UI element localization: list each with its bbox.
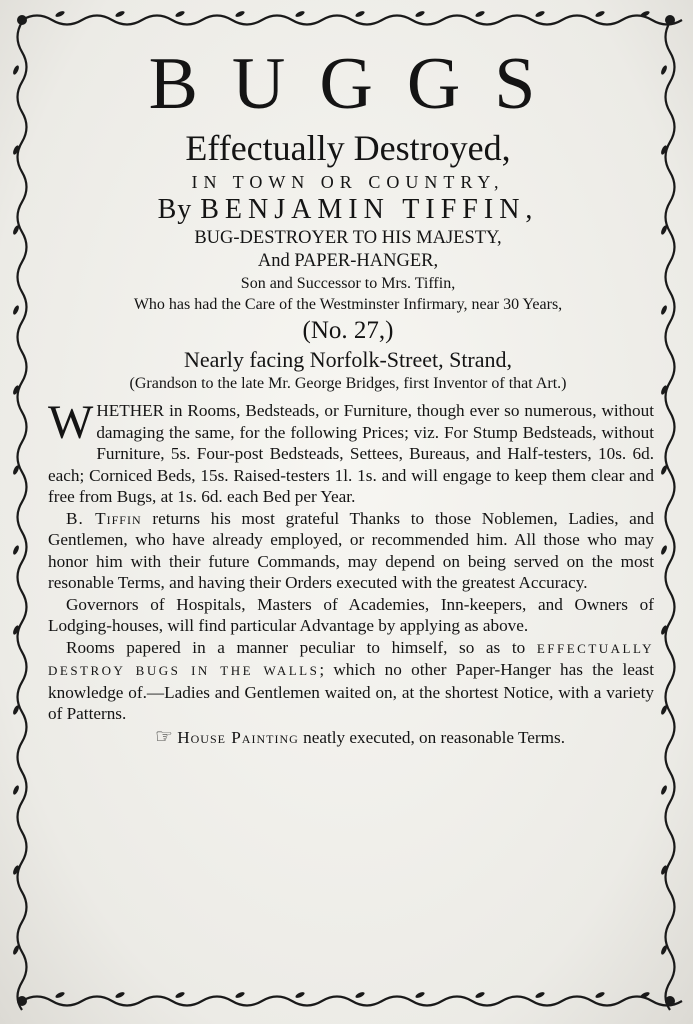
- thanks-text: returns his most grateful Thanks to those Noblemen, Ladies, and Gentlemen, who have already employed, or recommended him. All those who may honor him with their future Commands, may depend on being served on the most resonable Terms, and having their Orders executed with the greatest Accuracy.: [48, 508, 654, 592]
- body-text: [42, 396, 655, 748]
- drop-cap: W: [48, 396, 94, 449]
- governors-paragraph: Governors of Hospitals, Masters of Academies, Inn-keepers, and Owners of Lodging-houses, will find particular Advantage by applying as above.: [48, 594, 654, 635]
- trade-line: And PAPER-HANGER,: [257, 251, 439, 271]
- house-painting-lead: House Painting: [177, 727, 299, 747]
- location-line: IN TOWN OR COUNTRY,: [191, 172, 505, 192]
- papering-caps: EFFECTUALLY DESTROY BUGS IN THE WALLS: [48, 640, 655, 678]
- prices-paragraph: [48, 396, 654, 508]
- house-painting-text: neatly executed, on reasonable Terms.: [303, 727, 566, 747]
- thanks-lead: B. Tiffin: [66, 508, 142, 528]
- house-painting-line: [48, 727, 654, 749]
- successor-line: Son and Successor to Mrs. Tiffin,: [240, 275, 456, 292]
- headline-title: BUGGS: [148, 43, 570, 125]
- grandson-line: (Grandson to the late Mr. George Bridges, first Inventor of that Art.): [129, 375, 567, 392]
- street-number: (No. 27,): [302, 317, 394, 344]
- papering-end: ; which no other Paper-Hanger has the least knowledge of.—Ladies and Gentlemen waited on, at the shortest Notice, with a variety of Patterns.: [48, 660, 654, 723]
- papering-start: Rooms papered in a manner peculiar to himself, so as to: [66, 637, 526, 657]
- thanks-paragraph: [48, 508, 654, 594]
- author-line: [42, 194, 654, 226]
- papering-paragraph: [48, 637, 654, 725]
- advertisement-content: [42, 44, 654, 974]
- prices-text: HETHER in Rooms, Bedsteads, or Furniture, though ever so numerous, without damaging the same, for the following Prices; viz. For Stump Bedsteads, without Furniture, 5s. Four-post Bedsteads, Settees, Bureaus, and Half-testers, 10s. 6d. each; Corniced Beds, 15s. Raised-testers 1l. 1s. and will engage to keep them clear and free from Bugs, at 1s. 6d. each Bed per Year.: [48, 401, 654, 506]
- by-prefix: By: [157, 194, 193, 225]
- infirmary-line: Who has had the Care of the Westminster Infirmary, near 30 Years,: [133, 296, 563, 313]
- royal-title-line: BUG-DESTROYER TO HIS MAJESTY,: [194, 228, 502, 248]
- author-name: BENJAMIN TIFFIN,: [200, 194, 539, 225]
- subtitle: Effectually Destroyed,: [185, 128, 511, 168]
- address-line: Nearly facing Norfolk-Street, Strand,: [183, 347, 513, 372]
- pointing-hand-icon: ☞: [154, 725, 173, 748]
